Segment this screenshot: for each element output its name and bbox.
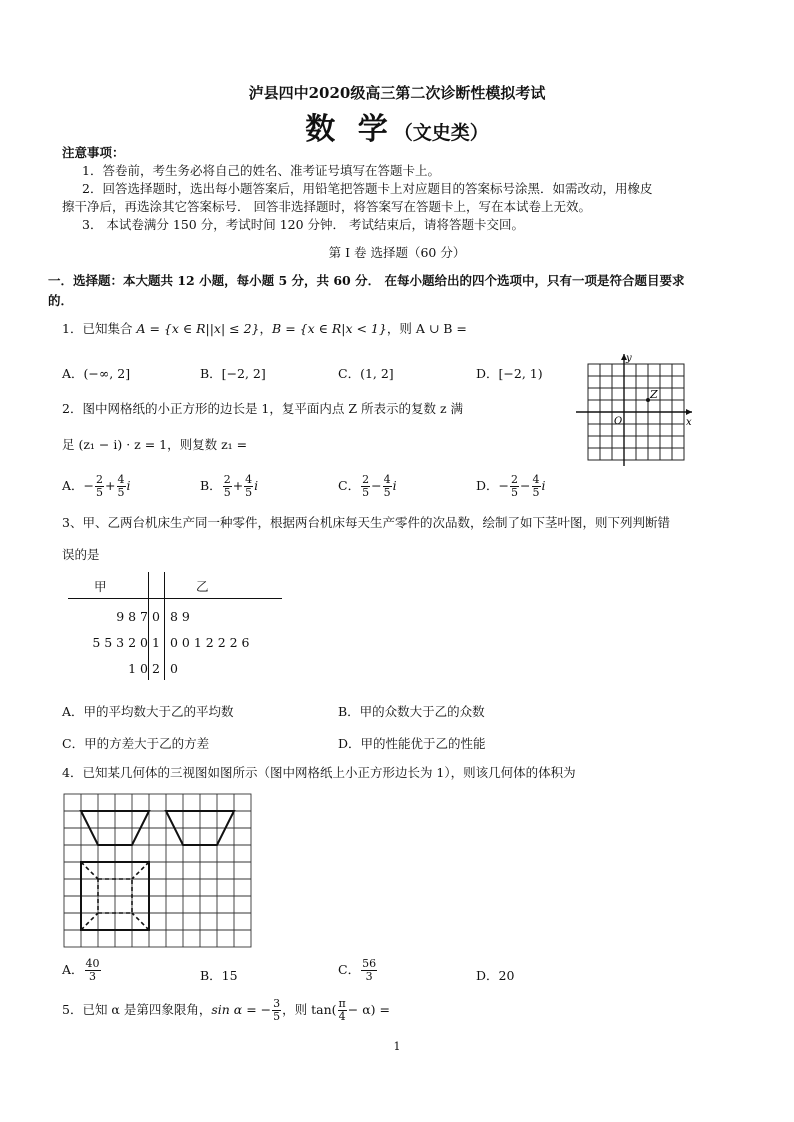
q1-suffix: ，则 A ∪ B = [386,321,467,336]
notice-heading: 注意事项： [62,145,125,160]
q5-tan-frac [338,998,347,1023]
q2-option-d-i: i [541,478,546,493]
frac-num: 4 [245,473,253,486]
q1-option-d[interactable]: D．[−2, 1) [476,366,543,381]
q2-option-d[interactable] [476,474,546,499]
q2-option-a-sign: − [83,478,95,493]
q2-option-c-op: − [371,478,382,493]
q2-option-d-sign: − [498,478,510,493]
q5-mid: ，则 tan( [282,1002,337,1017]
q2-option-b-frac2 [244,474,253,499]
frac-num: 2 [223,473,231,486]
q1-option-b[interactable]: B．[−2, 2] [200,366,266,381]
q4-grid [64,794,251,947]
q5-suffix: − α) = [347,1002,390,1017]
q2-option-a[interactable] [62,474,131,499]
page-number: 1 [393,1040,401,1053]
q3-option-b[interactable]: B．甲的众数大于乙的众数 [338,704,485,719]
q2-x-axis-arrow [686,409,692,415]
notice-item-1: 1．答卷前，考生务必将自己的姓名、准考证号填写在答题卡上。 [82,163,440,178]
q1-sep: ， [259,321,273,336]
frac-num: 3 [273,997,281,1010]
q4-option-c[interactable] [338,958,378,983]
q3-option-d[interactable]: D．甲的性能优于乙的性能 [338,736,486,751]
q4-option-d[interactable]: D．20 [476,968,515,983]
subject-type: （文史类） [393,122,489,144]
frac-den: 3 [89,970,97,983]
q2-stem-line2: 足 (z₁ − i) · z = 1，则复数 z₁ = [62,437,248,452]
q2-option-d-frac2 [532,474,541,499]
section-instruction-cont: 的． [48,293,74,308]
q2-option-a-op: + [105,478,116,493]
q1-option-a[interactable]: A．(−∞, 2] [62,366,131,381]
q2-option-c-frac2 [383,474,392,499]
q2-option-a-frac1 [95,474,104,499]
q2-origin-label: O [614,416,623,427]
q4-option-a-frac [85,958,101,983]
q3-stem-line2: 误的是 [62,547,100,562]
frac-den: 5 [96,486,104,499]
q2-option-c[interactable] [338,474,397,499]
q1-set-a: A = {x ∈ R||x| ≤ 2} [136,321,260,336]
section-instruction: 一．选择题：本大题共 12 小题，每小题 5 分，共 60 分． 在每小题给出的四个选项中，只有一项是符合题目要求 [48,273,685,288]
q2-option-b-i: i [254,478,259,493]
frac-num: 4 [117,473,125,486]
stem-leaf-row-0-right: 8 9 [170,609,190,624]
q5-prefix: 5．已知 α 是第四象限角， [62,1002,212,1017]
frac-num: 2 [362,473,370,486]
frac-den: 5 [362,486,370,499]
frac-den: 5 [117,486,125,499]
frac-den: 5 [532,486,540,499]
frac-den: 5 [511,486,519,499]
frac-den: 3 [365,970,373,983]
stem-leaf-right-divider [164,572,165,680]
q2-complex-plane-graph [572,350,696,468]
q2-point-label: Z [650,388,658,401]
q2-option-a-frac2 [117,474,126,499]
q2-option-a-label: A． [62,478,84,493]
q5-sin: sin α = − [211,1002,272,1017]
notice-item-2-cont: 擦干净后，再选涂其它答案标号． 回答非选择题时，将答案写在答题卡上，写在本试卷上无效。 [62,199,591,214]
section-title: 第 I 卷 选择题（60 分） [328,245,466,260]
q1-prefix: 1．已知集合 [62,321,137,336]
q5-stem [62,998,390,1023]
q1-stem [62,320,467,338]
stem-leaf-row-2-stem: 2 [152,661,160,676]
frac-num: π [338,997,346,1010]
q4-option-a[interactable] [62,958,102,983]
stem-leaf-row-1-right: 0 0 1 2 2 2 6 [170,635,250,650]
q2-y-label: y [626,353,632,364]
stem-leaf-row-1-stem: 1 [152,635,160,650]
stem-leaf-row-0-left: 9 8 7 [116,609,148,624]
q2-option-c-label: C． [338,478,361,493]
frac-num: 4 [532,473,540,486]
q1-set-b: B = {x ∈ R|x < 1} [272,321,387,336]
stem-leaf-left-header: 甲 [94,579,107,594]
subject-title [0,104,794,148]
frac-num: 2 [511,473,519,486]
frac-num: 2 [96,473,104,486]
stem-leaf-right-header: 乙 [196,579,209,594]
q3-stem-line1: 3、甲、乙两台机床生产同一种零件，根据两台机床每天生产零件的次品数，绘制了如下茎叶图，则下列判断错 [62,515,670,530]
exam-title: 泸县四中2020级高三第二次诊断性模拟考试 [248,84,546,102]
q4-stem: 4．已知某几何体的三视图如图所示（图中网格纸上小正方形边长为 1），则该几何体的体积为 [62,765,576,780]
q2-x-label: x [686,417,692,428]
q2-option-d-frac1 [510,474,519,499]
frac-num: 4 [383,473,391,486]
stem-leaf-row-2-left: 1 0 [128,661,148,676]
q2-option-b-frac1 [223,474,232,499]
subject-name: 数 学 [305,112,394,147]
q3-option-a[interactable]: A．甲的平均数大于乙的平均数 [62,704,234,719]
stem-leaf-header-rule [68,598,282,599]
stem-leaf-row-0-stem: 0 [152,609,160,624]
q3-option-c[interactable]: C．甲的方差大于乙的方差 [62,736,210,751]
q2-option-b-label: B． [200,478,222,493]
frac-num: 40 [85,957,100,970]
q2-stem-line1: 2．图中网格纸的小正方形的边长是 1，复平面内点 Z 所表示的复数 z 满 [62,401,464,416]
frac-den: 5 [383,486,391,499]
q4-option-c-frac [361,958,377,983]
notice-item-3: 3． 本试卷满分 150 分，考试时间 120 分钟． 考试结束后，请将答题卡交回。 [82,217,525,232]
q2-option-c-i: i [392,478,397,493]
frac-den: 5 [273,1010,281,1023]
stem-leaf-row-1-left: 5 5 3 2 0 [92,635,148,650]
frac-den: 4 [338,1010,346,1023]
q2-option-d-label: D． [476,478,499,493]
q1-option-c[interactable]: C．(1, 2] [338,366,394,381]
q2-option-a-i: i [126,478,131,493]
q3-stem-leaf-plot [68,572,284,682]
q4-option-c-label: C． [338,962,361,977]
q2-option-d-op: − [520,478,531,493]
q2-option-b[interactable] [200,474,258,499]
q4-three-view-diagram [62,792,256,950]
frac-den: 5 [245,486,253,499]
q4-option-b[interactable]: B．15 [200,968,238,983]
q2-option-c-frac1 [361,474,370,499]
frac-den: 5 [223,486,231,499]
frac-num: 56 [362,957,377,970]
q4-option-a-label: A． [62,962,84,977]
q2-option-b-op: + [232,478,244,493]
q5-sin-frac [272,998,281,1023]
stem-leaf-left-divider [148,572,149,680]
notice-item-2: 2．回答选择题时，选出每小题答案后，用铅笔把答题卡上对应题目的答案标号涂黑．如需改动，用橡皮 [82,181,653,196]
stem-leaf-row-2-right: 0 [170,661,178,676]
